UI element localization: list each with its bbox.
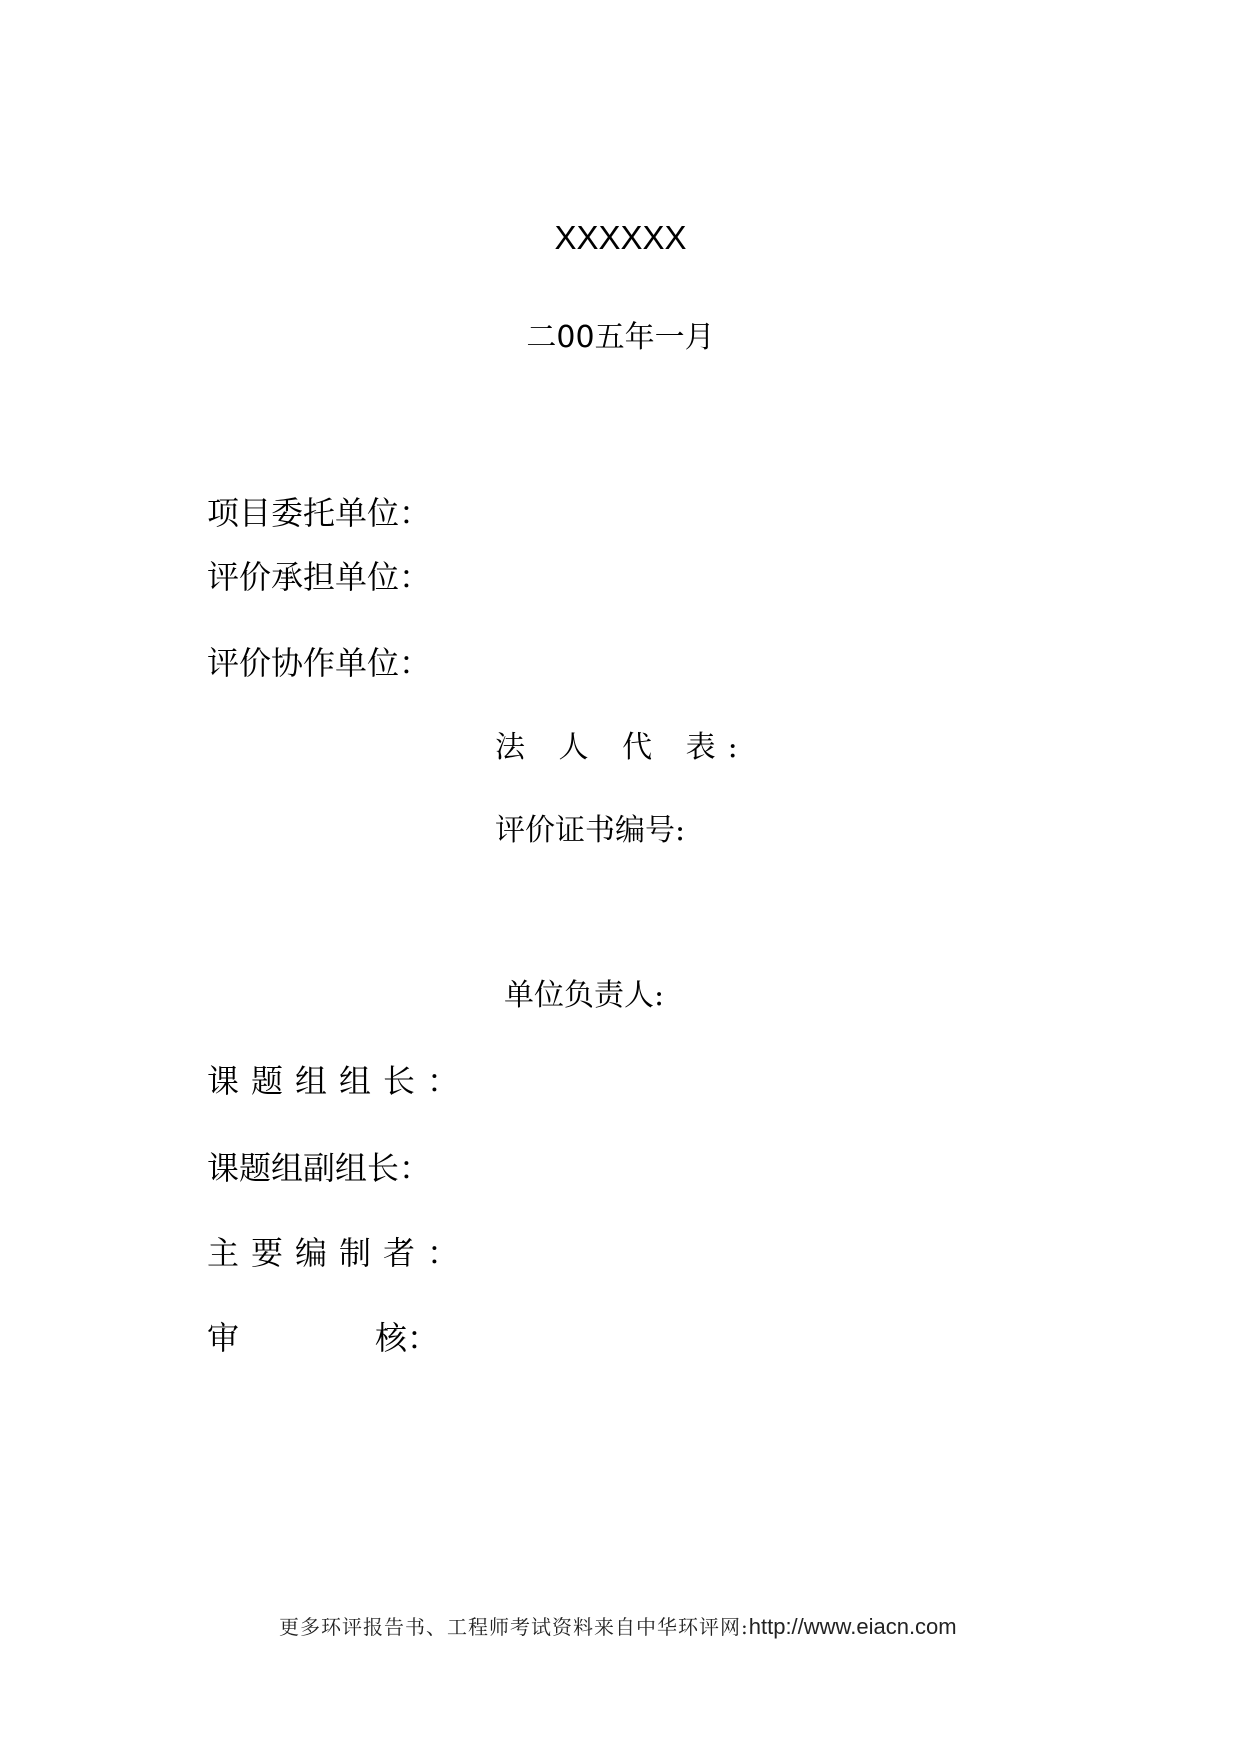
- deputy-team-leader-label: 课题组副组长：: [207, 1149, 432, 1187]
- client-unit-label: 项目委托单位：: [207, 494, 432, 532]
- collaborator-unit-label: 评价协作单位：: [207, 644, 432, 682]
- footer-url-link[interactable]: http://www.eiacn.com: [748, 1614, 957, 1639]
- footer-text: 更多环评报告书、工程师考试资料来自中华环评网:: [279, 1615, 749, 1639]
- main-authors-label: 主要编制者：: [207, 1234, 472, 1272]
- footer-note: [279, 1612, 957, 1642]
- review-label-second-part: 核：: [375, 1319, 440, 1357]
- document-title: XXXXXX: [554, 219, 687, 256]
- certificate-number-label: 评价证书编号:: [495, 813, 686, 848]
- team-leader-label: 课题组组长：: [207, 1062, 472, 1100]
- review-label-first-char: 审: [207, 1319, 240, 1357]
- undertaker-unit-label: 评价承担单位：: [207, 558, 432, 596]
- unit-head-label: 单位负责人:: [504, 978, 665, 1013]
- document-date: 二00五年一月: [526, 320, 715, 355]
- legal-representative-label: 法 人 代 表:: [495, 730, 750, 765]
